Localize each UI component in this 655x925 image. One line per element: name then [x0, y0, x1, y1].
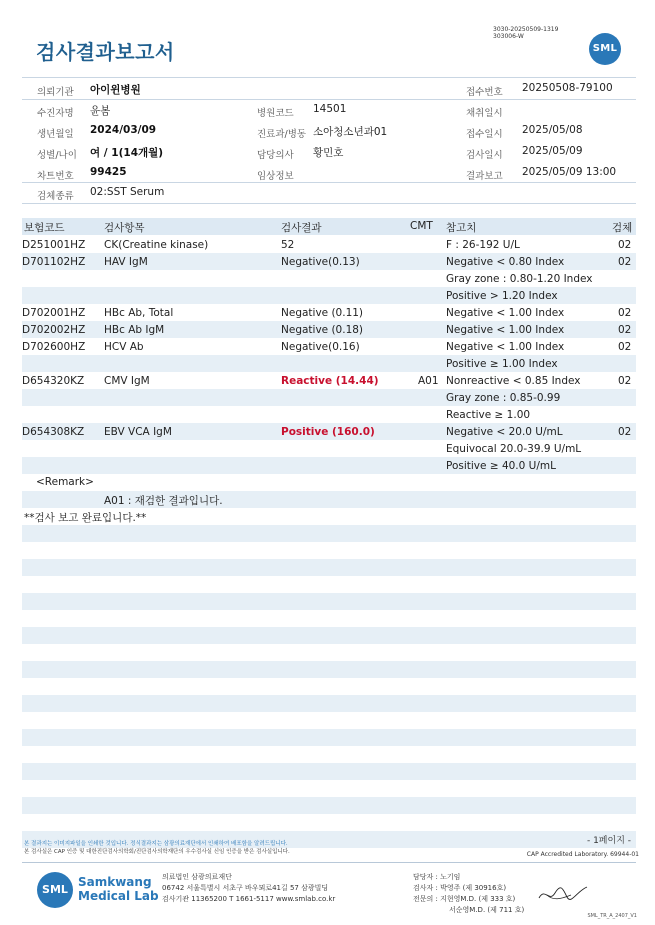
- cell-specimen: 02: [618, 256, 632, 268]
- staff-line-3: 전문의 : 지현영M.D. (제 333 호): [413, 895, 516, 903]
- cell-code: D702001HZ: [22, 307, 86, 319]
- lab-name: [78, 875, 159, 903]
- cell-ref: Negative < 1.00 Index: [446, 324, 565, 336]
- collect-date-label: 채취일시: [466, 108, 503, 119]
- cell-ref: Negative < 20.0 U/mL: [446, 426, 563, 438]
- divider: [22, 182, 636, 183]
- hospital-code-label: 병원코드: [257, 108, 294, 119]
- cell-result: Positive (160.0): [281, 426, 375, 438]
- address-line-1: 의료법인 삼광의료재단: [162, 873, 232, 881]
- cell-ref: Negative < 1.00 Index: [446, 341, 565, 353]
- cell-code: D251001HZ: [22, 239, 86, 251]
- cell-specimen: 02: [618, 426, 632, 438]
- cap-accreditation: CAP Accredited Laboratory. 69944-01: [526, 851, 639, 858]
- doctor-value: 황민호: [313, 147, 344, 159]
- stripe: [22, 661, 636, 678]
- sex-age-value: 여 / 1(14개월): [90, 147, 164, 159]
- footer-note-1: 본 결과지는 이미지파일을 인쇄한 것입니다. 정식결과지는 삼광의료재단에서 인쇄하여 배포함을 알려드립니다.: [24, 841, 288, 847]
- report-id-2: 303006-W: [493, 33, 524, 40]
- stripe: [22, 525, 636, 542]
- cell-ref: Positive ≥ 40.0 U/mL: [446, 460, 556, 472]
- header-cmt: CMT: [410, 220, 433, 232]
- cell-specimen: 02: [618, 375, 632, 387]
- cell-ref: Nonreactive < 0.85 Index: [446, 375, 581, 387]
- stripe: [22, 593, 636, 610]
- report-id-1: 3030-20250509-1319: [493, 26, 559, 33]
- cell-specimen: 02: [618, 341, 632, 353]
- page-number: - 1페이지 -: [586, 836, 631, 846]
- cell-ref: Gray zone : 0.80-1.20 Index: [446, 273, 593, 285]
- cell-specimen: 02: [618, 324, 632, 336]
- cell-code: D701102HZ: [22, 256, 86, 268]
- cell-ref: Positive > 1.20 Index: [446, 290, 558, 302]
- receipt-no-label: 접수번호: [466, 87, 503, 98]
- stripe: [22, 729, 636, 746]
- lab-name-line-1: Samkwang: [78, 875, 152, 889]
- institution-label: 의뢰기관: [37, 87, 74, 98]
- cell-ref: Reactive ≥ 1.00: [446, 409, 531, 421]
- cell-result: Negative(0.13): [281, 256, 360, 268]
- cell-item: HBc Ab, Total: [104, 307, 174, 319]
- cell-result: Negative (0.11): [281, 307, 364, 319]
- doctor-label: 담당의사: [257, 150, 294, 161]
- header-ref: 참고치: [446, 222, 477, 234]
- cell-code: D654320KZ: [22, 375, 85, 387]
- stripe: [22, 559, 636, 576]
- cell-specimen: 02: [618, 239, 632, 251]
- receipt-date-value: 2025/05/08: [522, 124, 583, 136]
- cell-cmt: A01: [418, 375, 439, 387]
- lab-address: [162, 872, 335, 905]
- footer-notes: [24, 840, 290, 856]
- divider: [22, 77, 636, 78]
- chart-no-value: 99425: [90, 166, 127, 178]
- cell-result: Negative(0.16): [281, 341, 360, 353]
- test-date-label: 검사일시: [466, 150, 503, 161]
- cell-ref: Equivocal 20.0-39.9 U/mL: [446, 443, 582, 455]
- sml-logo: SML: [589, 33, 621, 65]
- sex-age-label: 성별/나이: [37, 150, 77, 161]
- cell-item: EBV VCA IgM: [104, 426, 172, 438]
- report-complete: **검사 보고 완료입니다.**: [24, 512, 147, 524]
- report-ids: [493, 26, 558, 40]
- cell-code: D702600HZ: [22, 341, 86, 353]
- test-date-value: 2025/05/09: [522, 145, 583, 157]
- sml-footer-logo: SML: [37, 872, 73, 908]
- dob-label: 생년월일: [37, 129, 74, 140]
- staff-line-4: 서순영M.D. (제 711 호): [449, 906, 525, 914]
- clinical-label: 임상정보: [257, 171, 294, 182]
- dept-label: 진료과/병동: [257, 129, 307, 140]
- cell-code: D654308KZ: [22, 426, 85, 438]
- header-code: 보험코드: [24, 222, 65, 234]
- stripe: [22, 627, 636, 644]
- cell-ref: Gray zone : 0.85-0.99: [446, 392, 561, 404]
- specimen-label: 검체종류: [37, 191, 74, 202]
- chart-no-label: 차트번호: [37, 171, 74, 182]
- cell-ref: F : 26-192 U/L: [446, 239, 520, 251]
- specimen-value: 02:SST Serum: [90, 186, 165, 198]
- remark-note: A01 : 재검한 결과입니다.: [104, 495, 223, 507]
- footer-note-2: 본 검사실은 CAP 인증 및 대한진단검사의학회/진단검사의학재단의 우수검사실 신임 인증을 받은 검사실입니다.: [24, 849, 290, 855]
- cell-result: 52: [281, 239, 295, 251]
- dept-value: 소아청소년과01: [313, 126, 388, 138]
- report-date-label: 결과보고: [466, 171, 503, 182]
- header-result: 검사결과: [281, 222, 322, 234]
- cell-item: HCV Ab: [104, 341, 144, 353]
- patient-value: 윤봄: [90, 105, 111, 117]
- stripe: [22, 797, 636, 814]
- divider: [22, 99, 636, 100]
- header-specimen: 검체: [612, 222, 633, 234]
- patient-label: 수진자명: [37, 108, 74, 119]
- form-code: SML_TR_A_2407_V1: [587, 913, 637, 919]
- cell-specimen: 02: [618, 307, 632, 319]
- cell-ref: Positive ≥ 1.00 Index: [446, 358, 558, 370]
- cell-item: HBc Ab IgM: [104, 324, 165, 336]
- cell-ref: Negative < 1.00 Index: [446, 307, 565, 319]
- institution-value: 아이윈병원: [90, 84, 141, 96]
- signature-image: [537, 883, 589, 905]
- cell-item: CK(Creatine kinase): [104, 239, 209, 251]
- hospital-code-value: 14501: [313, 103, 347, 115]
- cell-item: HAV IgM: [104, 256, 148, 268]
- divider: [22, 203, 636, 204]
- cell-code: D702002HZ: [22, 324, 86, 336]
- staff-list: [413, 872, 524, 916]
- staff-line-2: 검사자 : 박영주 (제 30916호): [413, 884, 507, 892]
- page-title: 검사결과보고서: [36, 40, 175, 64]
- dob-value: 2024/03/09: [90, 124, 157, 136]
- cell-result: Reactive (14.44): [281, 375, 379, 387]
- divider: [22, 862, 636, 863]
- report-date-value: 2025/05/09 13:00: [522, 166, 617, 178]
- lab-name-line-2: Medical Lab: [78, 889, 159, 903]
- cell-ref: Negative < 0.80 Index: [446, 256, 565, 268]
- receipt-date-label: 접수일시: [466, 129, 503, 140]
- header-item: 검사항목: [104, 222, 145, 234]
- cell-result: Negative (0.18): [281, 324, 364, 336]
- staff-line-1: 담당자 : 노기임: [413, 873, 461, 881]
- stripe: [22, 763, 636, 780]
- remark-title: <Remark>: [36, 476, 94, 488]
- cell-item: CMV IgM: [104, 375, 150, 387]
- address-line-3: 검사기관 11365200 T 1661-5117 www.smlab.co.kr: [162, 895, 336, 903]
- address-line-2: 06742 서울특별시 서초구 바우뫼로41길 57 삼광빌딩: [162, 884, 329, 892]
- stripe: [22, 695, 636, 712]
- receipt-no-value: 20250508-79100: [522, 82, 613, 94]
